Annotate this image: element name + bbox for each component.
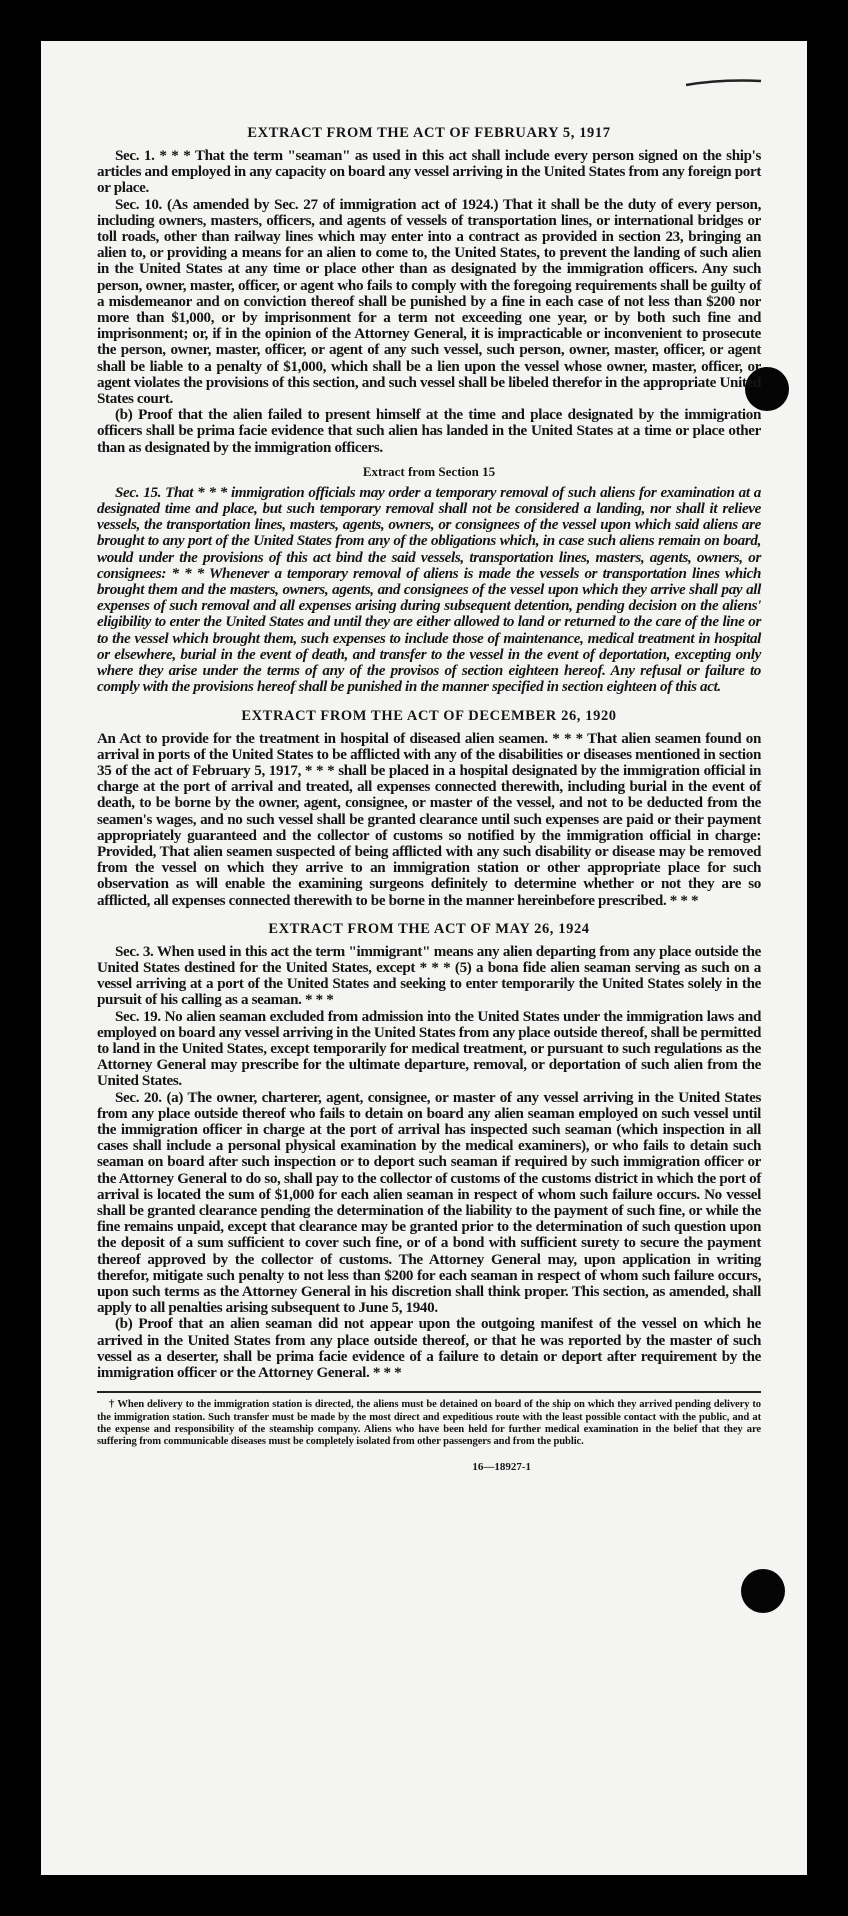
section-title-1924: EXTRACT FROM THE ACT OF MAY 26, 1924: [268, 920, 590, 937]
document-page: [41, 41, 807, 1875]
paragraph-sec10: Sec. 10. (As amended by Sec. 27 of immigration act of 1924.) That it shall be the duty of every person, including owners, masters, officers, and agents of vessels of transportation lines, or international bridges or toll roads, other than railway lines which may enter into a contract as provided in section 23, bringing an alien to, or providing a means for an alien to come to, the United States, to prevent the landing of such alien in the United States at any time or place other than as designated by the immigration officers. Any such person, owner, master, officer, or agent who fails to comply with the foregoing requirements shall be guilty of a misdemeanor and on conviction thereof shall be punished by a fine in each case of not less than $200 nor more than $1,000, or by imprisonment for a term not exceeding one year, or by both such fine and imprisonment; or, if in the opinion of the Attorney General, it is impracticable or inconvenient to prosecute the person, owner, master, officer, or agent of any such vessel, such person, owner, master, officer, or agent shall be liable to a penalty of $1,000, which shall be a lien upon the vessel whose owner, master, officer, or agent violates the provisions of this section, and such vessel shall be libeled therefor in the appropriate United States court.: [97, 196, 761, 408]
paragraph-sec15: Sec. 15. That * * * immigration officials may order a temporary removal of such aliens for examination at a designated time and place, but such temporary removal shall not be considered a landing, nor shall it relieve vessels, the transportation lines, masters, agents, owners, or consignees of the vessel upon which said aliens are brought to any port of the United States from any of the obligations which, in case such aliens remain on board, would under the provisions of this act bind the said vessels, transportation lines, masters, agents, owners, or consignees: * * * Whenever a temporary removal of aliens is made the vessels or transportation lines which brought them and the masters, owners, agents, and consignees of the vessel upon which they arrive shall pay all expenses of such removal and all expenses arising during subsequent detention, pending decision on the aliens' eligibility to enter the United States and until they are either allowed to land or returned to the care of the line or to the vessel which brought them, such expenses to include those of maintenance, medical treatment in hospital or elsewhere, burial in the event of death, and transfer to the vessel in the event of deportation, excepting only where they arise under the terms of any of the provisos of section eighteen hereof. Any refusal or failure to comply with the provisions hereof shall be punished in the manner specified in section eighteen of this act.: [97, 484, 761, 696]
document-text: [97, 83, 761, 1473]
footnote: [97, 1391, 761, 1449]
footnote-text: † When delivery to the immigration station is directed, the aliens must be detained on board of the ship on which they arrived pending delivery to the immigration station. Such transfer must be made by the most direct and expeditious route with the least possible contact with the public, and at the expense and responsibility of the steamship company. Aliens who have been held for further medical examination in the belief that they are suffering from communicable diseases must be completely isolated from other passengers and from the public.: [97, 1399, 761, 1448]
paragraph-sec1: Sec. 1. * * * That the term "seaman" as used in this act shall include every person signed on the ship's articles and employed in any capacity on board any vessel arriving in the United States from any foreign port or place.: [97, 148, 761, 197]
subsection-title-sec15: Extract from Section 15: [362, 463, 496, 479]
paragraph-sec19: Sec. 19. No alien seaman excluded from admission into the United States under the immigration laws and employed on board any vessel arriving in the United States from any place outside thereof, shall be permitted to land in the United States, except temporarily for medical treatment, or pursuant to such regulations as the Attorney General may prescribe for the ultimate departure, removal, or deportation of such alien from the United States.: [97, 1008, 761, 1090]
section-title-1917: EXTRACT FROM THE ACT OF FEBRUARY 5, 1917: [247, 125, 611, 141]
paragraph-sec10b: (b) Proof that the alien failed to present himself at the time and place designated by the immigration officers shall be prima facie evidence that such alien has landed in the United States at a time or place other than as designated by the immigration officers.: [97, 407, 761, 456]
paragraph-sec20b: (b) Proof that an alien seaman did not appear upon the outgoing manifest of the vessel on which he arrived in the United States from any place outside thereof, or that he was reported by the master of such vessel as a deserter, shall be prima facie evidence of a failure to detain or deport after requirement by the immigration officer or the Attorney General. * * *: [97, 1316, 761, 1382]
paragraph-sec20a: Sec. 20. (a) The owner, charterer, agent, consignee, or master of any vessel arriving in the United States from any place outside thereof who fails to detain on board any alien seaman employed on such vessel until the immigration officer in charge at the port of arrival has inspected such seaman (which inspection in all cases shall include a personal physical examination by the medical examiners), or who fails to detain such seaman on board after such inspection or to deport such seaman if required by such immigration officer or the Attorney General to do so, shall pay to the collector of customs of the customs district in which the port of arrival is located the sum of $1,000 for each alien seaman in respect of whom such failure occurs. No vessel shall be granted clearance pending the determination of the liability to the payment of such fine, or while the fine remains unpaid, except that clearance may be granted prior to the determination of such question upon the deposit of a sum sufficient to cover such fine, or of a bond with sufficient surety to secure the payment thereof approved by the collector of customs. The Attorney General may, upon application in writing therefor, mitigate such penalty to not less than $200 for each seaman in respect of whom such failure occurs, upon such terms as the Attorney General in his discretion shall think proper. This section, as amended, shall apply to all penalties arising subsequent to June 5, 1940.: [97, 1089, 761, 1317]
section-title-1920: EXTRACT FROM THE ACT OF DECEMBER 26, 1920: [241, 707, 617, 724]
paragraph-sec3: Sec. 3. When used in this act the term "immigrant" means any alien departing from any place outside the United States destined for the United States, except * * * (5) a bona fide alien seaman serving as such on a vessel arriving at a port of the United States and seeking to enter temporarily the United States solely in the pursuit of his calling as a seaman. * * *: [97, 943, 761, 1009]
form-number: 16—18927-1: [472, 1460, 531, 1473]
punch-hole-bottom: [741, 1569, 785, 1613]
paragraph-act-1920: An Act to provide for the treatment in hospital of diseased alien seamen. * * * That alien seamen found on arrival in ports of the United States to be afflicted with any of the disabilities or diseases mentioned in section 35 of the act of February 5, 1917, * * * shall be placed in a hospital designated by the immigration official in charge at the port of arrival and treated, all expenses connected therewith, including burial in the event of death, to be borne by the owner, agent, consignee, or master of the vessel, and not to be deducted from the seamen's wages, and no such vessel shall be granted clearance until such expenses are paid or their payment appropriately guaranteed and the collector of customs so notified by the immigration official in charge: Provided, That alien seamen suspected of being afflicted with any such disability or disease may be removed from the vessel on which they arrive to an immigration station or other appropriate place for such observation as will enable the examining surgeons definitely to determine whether or not they are so afflicted, all expenses connected therewith to be borne in the manner hereinbefore prescribed. * * *: [97, 730, 761, 909]
